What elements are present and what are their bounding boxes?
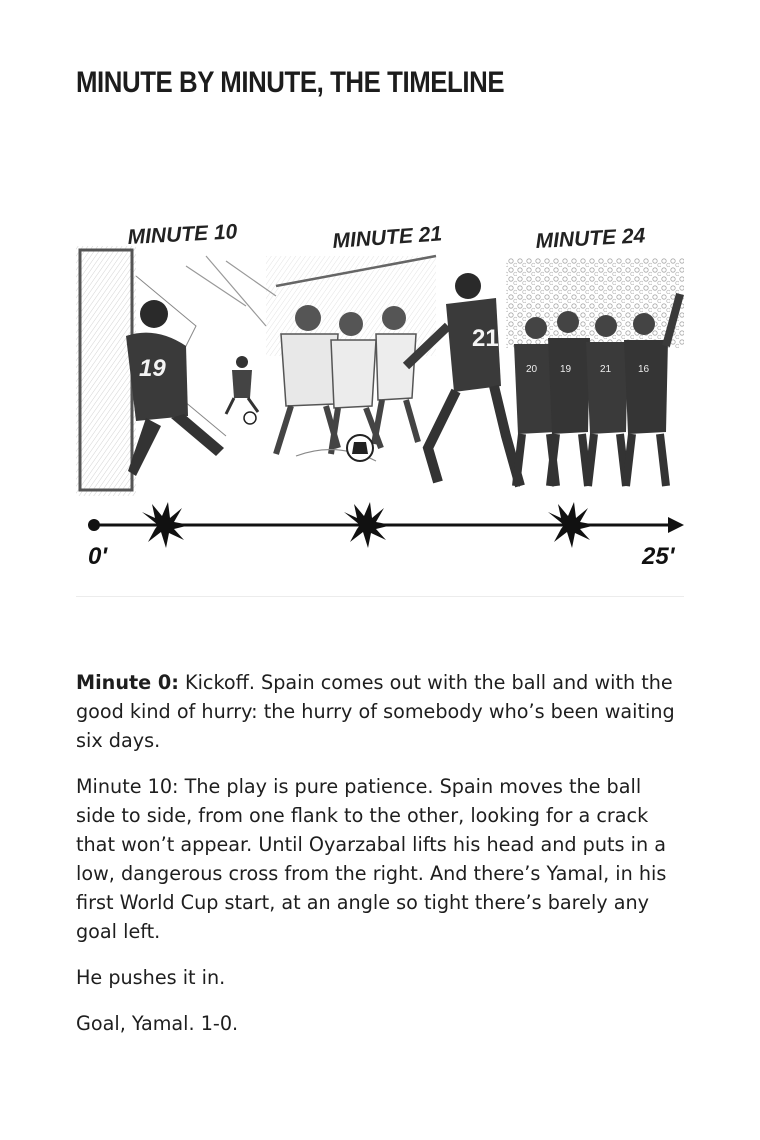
panel-minute-10 <box>76 220 276 496</box>
jersey-number-19b: 19 <box>560 364 572 375</box>
ball-icon <box>244 412 256 424</box>
jersey-number-19: 19 <box>139 355 166 382</box>
panel-label-minute-10: MINUTE 10 <box>127 220 238 249</box>
paragraph-minute-10: Minute 10: The play is pure patience. Spain moves the ball side to side, from one flank to the other, looking for a crack that won’t appear. Until Oyarzabal lifts his head and puts in a low, dangerous cross from the right. And there’s Yamal, in his first World Cup start, at an angle so tight there’s barely any goal left. <box>76 775 667 943</box>
paragraph-goal: Goal, Yamal. 1-0. <box>76 1012 239 1035</box>
article-body <box>76 668 686 1055</box>
timeline-illustration <box>76 186 684 597</box>
page-heading: MINUTE BY MINUTE, THE TIMELINE <box>76 66 505 99</box>
paragraph-pushes-in: He pushes it in. <box>76 966 226 989</box>
timeline-axis <box>88 502 684 570</box>
panel-minute-24 <box>506 224 684 486</box>
jersey-number-21b: 21 <box>600 364 612 375</box>
jersey-number-16: 16 <box>638 364 650 375</box>
panel-minute-21 <box>266 222 520 486</box>
jersey-number-21: 21 <box>472 325 499 352</box>
paragraph-lead: Minute 0: <box>76 671 179 694</box>
panel-label-minute-21: MINUTE 21 <box>331 222 443 253</box>
timeline-start-dot <box>88 519 100 531</box>
paragraph-minute-0 <box>76 668 686 755</box>
paragraph-text: Kickoff. Spain comes out with the ball and with the good kind of hurry: the hurry of somebody who’s been waiting six days. <box>76 671 675 752</box>
panel-label-minute-24: MINUTE 24 <box>535 224 646 253</box>
player-19-figure <box>126 300 224 476</box>
timeline-end-label: 25' <box>642 543 675 570</box>
timeline-start-label: 0' <box>88 543 108 570</box>
distant-player-figure <box>226 356 258 414</box>
jersey-number-20: 20 <box>526 364 538 375</box>
